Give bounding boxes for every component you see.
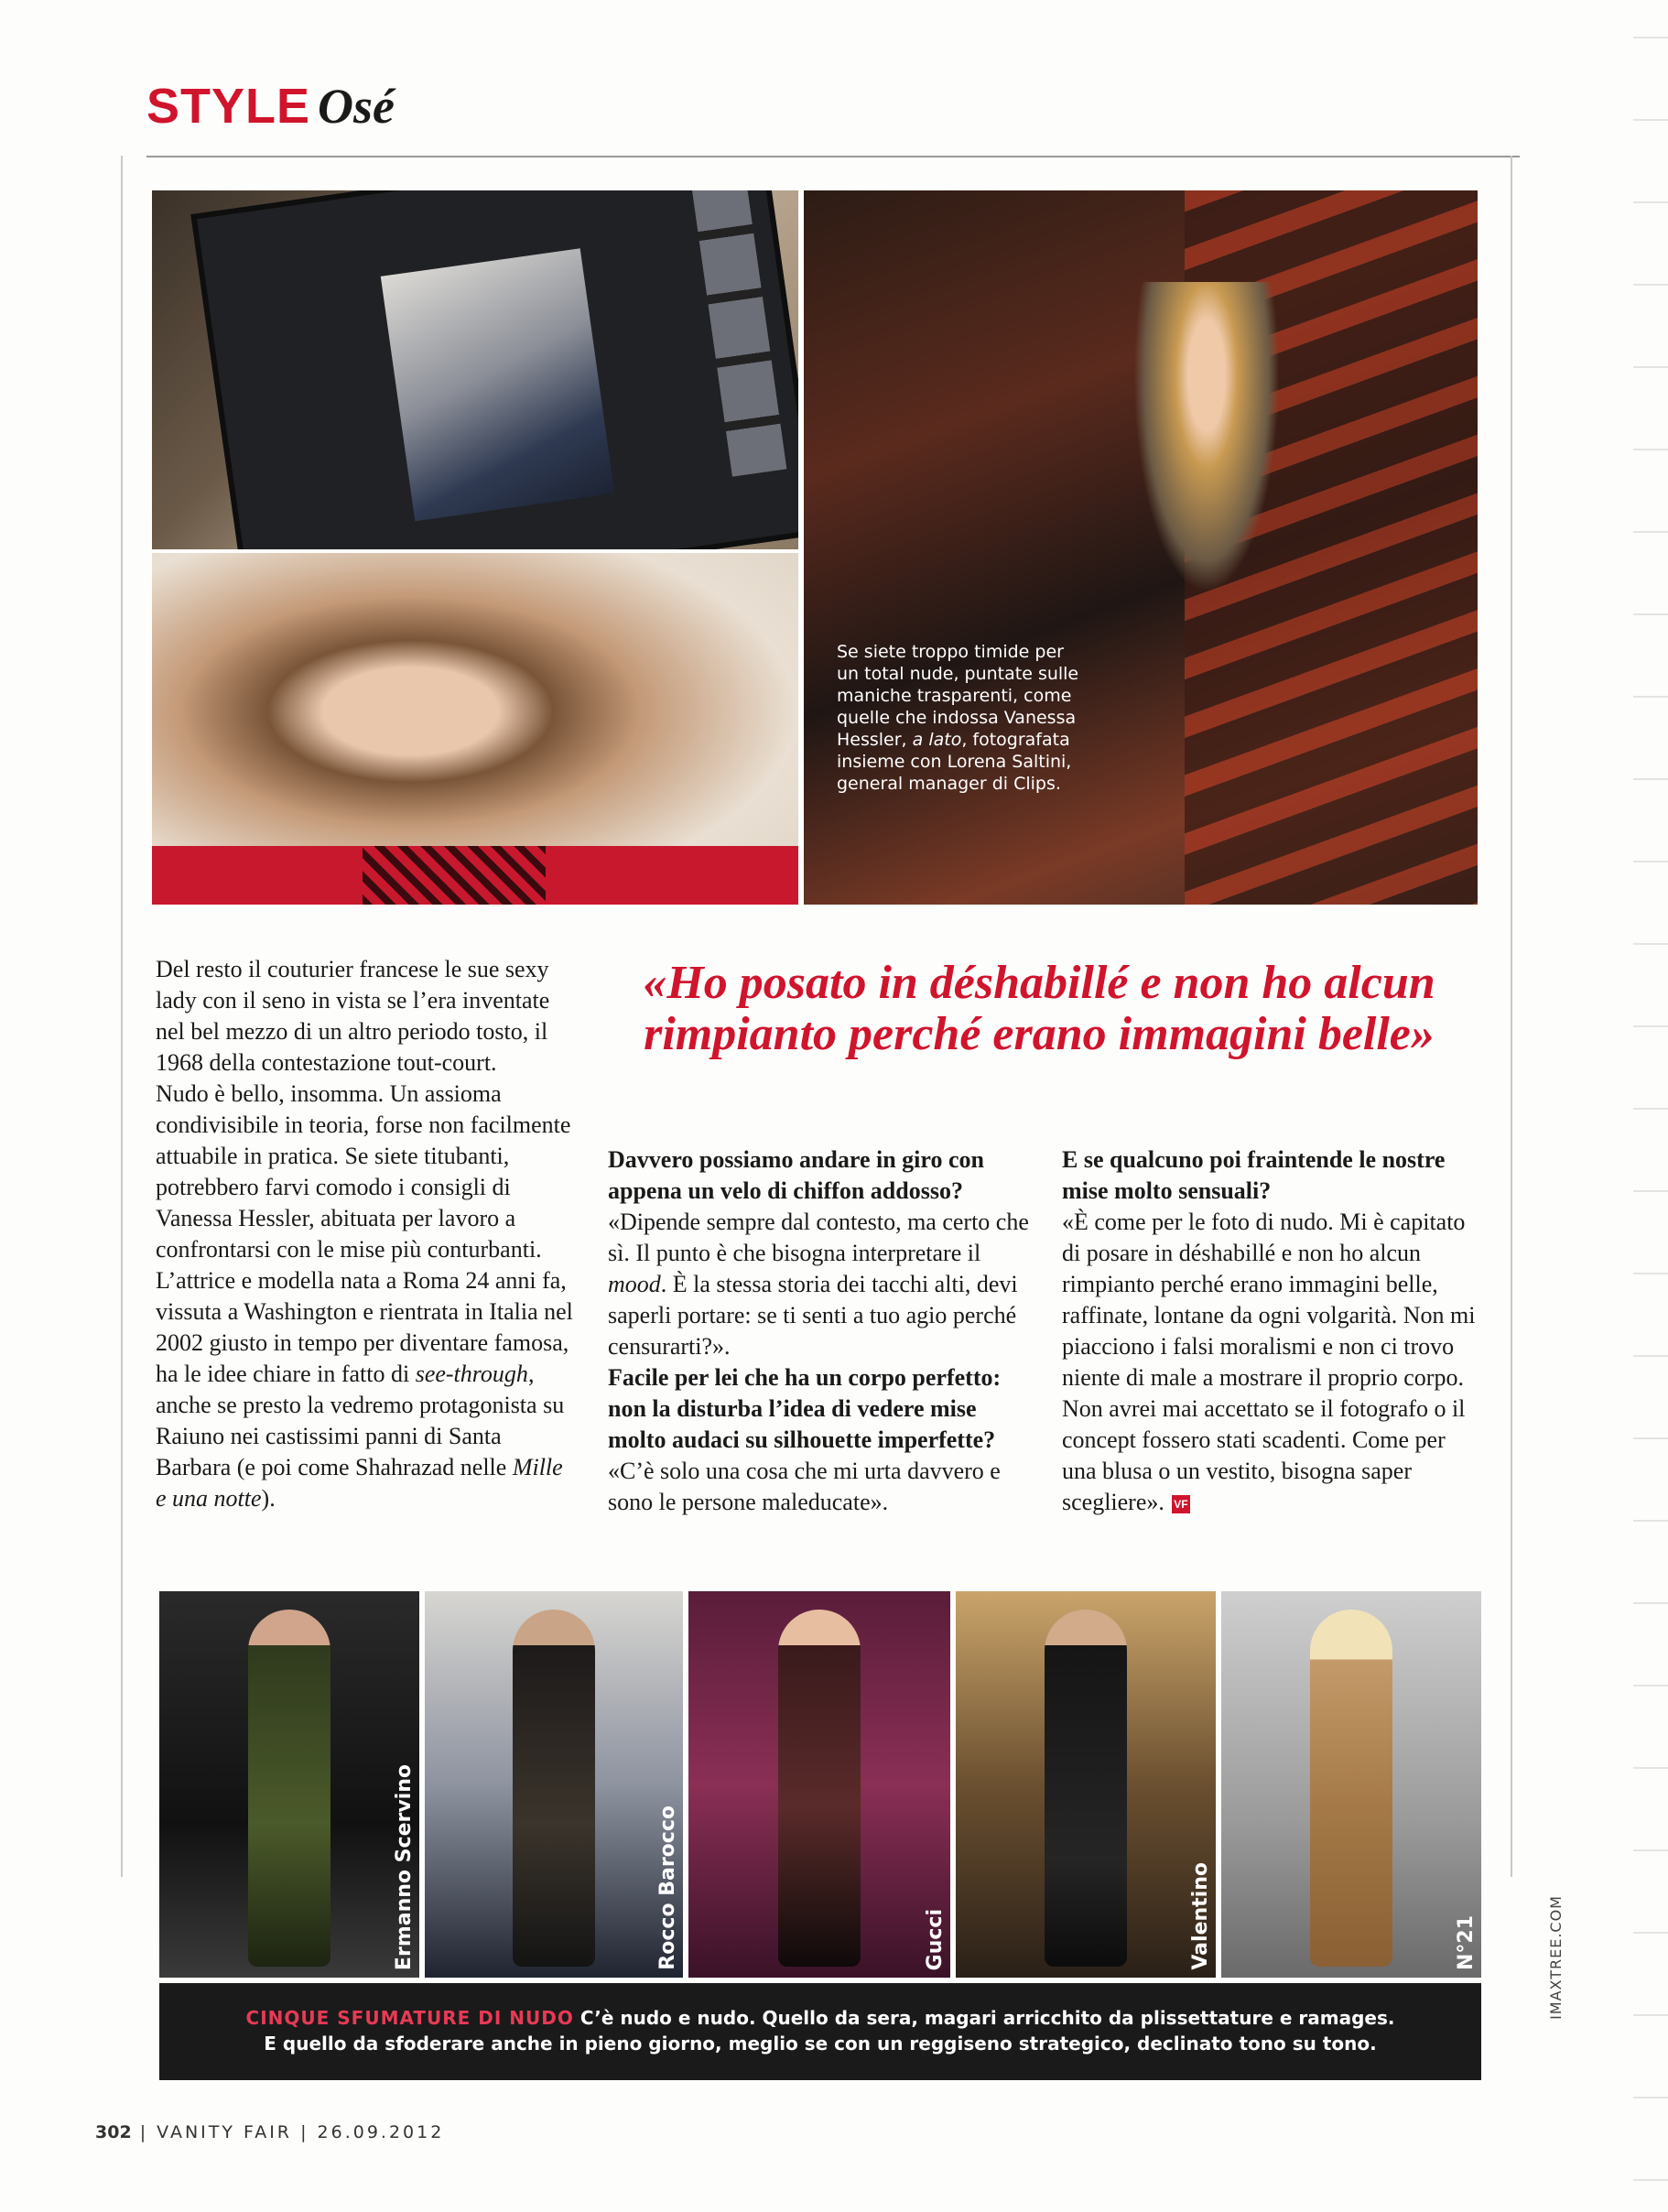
runway-photo-2	[425, 1591, 683, 1978]
article-column-1	[156, 954, 577, 1514]
runway-model-3	[778, 1610, 861, 1967]
screen-thumbnails	[690, 190, 786, 477]
answer-1-a: «Dipende sempre dal contesto, ma certo che sì. Il punto è che bisogna interpretare il	[608, 1209, 1029, 1266]
answer-1	[608, 1207, 1029, 1362]
section-title: STYLE	[146, 79, 311, 134]
col1-paragraph-1: Del resto il couturier francese le sue sexy lady con il seno in vista se l’era inventate nel bel mezzo di un altro periodo tosto, il 1968 della contestazione tout-court.	[156, 956, 550, 1076]
runway-model-1	[248, 1610, 330, 1967]
runway-model-4	[1045, 1610, 1127, 1967]
photo-credit: IMAXTREE.COM	[1547, 1895, 1565, 2020]
answer-1-c: . È la stessa storia dei tacchi alti, devi saperli portare: se ti senti a tuo agio perché censurarti?».	[608, 1271, 1018, 1360]
col1-p3-d: Mille e una notte	[156, 1454, 563, 1512]
question-3: E se qualcuno poi fraintende le nostre mise molto sensuali?	[1062, 1146, 1446, 1204]
answer-2: «C’è solo una cosa che mi urta davvero e sono le persone maleducate».	[608, 1458, 1001, 1515]
answer-3-text: «È come per le foto di nudo. Mi è capitato di posare in déshabillé e non ho alcun rimpianto perché erano immagini belle, raffinate, lontane da ogni volgarità. Non mi piacciono i falsi moralismi e non ci trovo niente di male a mostrare il proprio corpo. Non avrei mai accettato se il fotografo o il concept fossero stati scadenti. Come per una blusa o un vestito, bisogna saper scegliere».	[1062, 1209, 1476, 1515]
caption-part2: , fotografata insieme con Lorena Saltini, general manager di Clips.	[837, 730, 1072, 794]
article-column-2	[608, 1144, 1029, 1518]
issue-date: 26.09.2012	[317, 2122, 445, 2142]
photo-caption	[837, 641, 1084, 795]
caption-italic: a lato	[912, 730, 962, 750]
runway-photo-5	[1221, 1591, 1481, 1978]
right-rule	[1511, 156, 1512, 1877]
caption-part1: Se siete troppo timide per un total nude, puntate sulle maniche trasparenti, come quelle che indossa Vanessa Hessler,	[837, 642, 1079, 750]
col1-paragraph-2: Nudo è bello, insomma. Un assioma condivisibile in teoria, forse non facilmente attuabile in pratica. Se siete titubanti, potrebbero farvi comodo i consigli di Vanessa Hessler, abituata per lavoro a confrontarsi con le mise più conturbanti.	[156, 1080, 571, 1263]
runway-photo-4	[956, 1591, 1216, 1978]
answer-1-b: mood	[608, 1271, 661, 1297]
page-footer	[95, 2122, 444, 2142]
runway-caption-title: CINQUE SFUMATURE DI NUDO	[245, 2007, 574, 2029]
portrait-photo	[152, 553, 798, 905]
laptop-photo	[152, 190, 798, 549]
page-number: 302	[95, 2122, 132, 2142]
screen-photo	[381, 248, 614, 521]
page-edge	[1633, 0, 1668, 2212]
col1-paragraph-3	[156, 1265, 577, 1514]
brand-label-2: Rocco Barocco	[656, 1805, 679, 1970]
subsection-title: Osé	[318, 79, 395, 134]
runway-model-5	[1310, 1610, 1392, 1967]
brand-label-5: N°21	[1455, 1914, 1478, 1970]
col1-p3-c: , anche se presto la vedremo protagonista su Raiuno nei castissimi panni di Santa Barbara (e poi come Shahrazad nelle	[156, 1361, 565, 1480]
brand-label-1: Ermanno Scervino	[393, 1763, 416, 1970]
portrait-dress	[363, 846, 546, 905]
col1-p3-b: see-through	[415, 1361, 528, 1387]
runway-caption	[159, 1983, 1481, 2080]
runway-model-2	[513, 1610, 595, 1967]
laptop-screen	[190, 190, 798, 549]
magazine-name: VANITY FAIR	[157, 2122, 293, 2142]
footer-separator-2: |	[300, 2122, 309, 2142]
section-header	[146, 79, 395, 134]
footer-separator-1: |	[139, 2122, 149, 2142]
runway-caption-text-1: C’è nudo e nudo. Quello da sera, magari arricchito da plissettature e ramages.	[573, 2007, 1395, 2029]
col1-p3-a: L’attrice e modella nata a Roma 24 anni fa, vissuta a Washington e rientrata in Italia nel 2002 giusto in tempo per diventare famosa, ha le idee chiare in fatto di	[156, 1267, 573, 1387]
header-rule	[146, 156, 1520, 157]
question-2: Facile per lei che ha un corpo perfetto: non la disturba l’idea di vedere mise molto audaci su silhouette imperfette?	[608, 1364, 1002, 1453]
brand-label-4: Valentino	[1189, 1862, 1212, 1970]
makeup-photo	[804, 190, 1478, 905]
runway-photo-1	[159, 1591, 419, 1978]
brand-label-3: Gucci	[924, 1908, 947, 1970]
question-1: Davvero possiamo andare in giro con appena un velo di chiffon addosso?	[608, 1146, 984, 1204]
article-column-3	[1062, 1144, 1483, 1518]
left-rule	[121, 156, 123, 1877]
vf-end-mark: VF	[1172, 1495, 1190, 1513]
model-figure	[1133, 282, 1280, 593]
runway-caption-text-2: E quello da sfoderare anche in pieno giorno, meglio se con un reggiseno strategico, declinato tono su tono.	[264, 2033, 1377, 2055]
pull-quote: «Ho posato in déshabillé e non ho alcun rimpianto perché erano immagini belle»	[643, 957, 1435, 1060]
col1-p3-e: ).	[261, 1485, 276, 1512]
answer-3	[1062, 1207, 1483, 1518]
runway-photo-3	[688, 1591, 950, 1978]
